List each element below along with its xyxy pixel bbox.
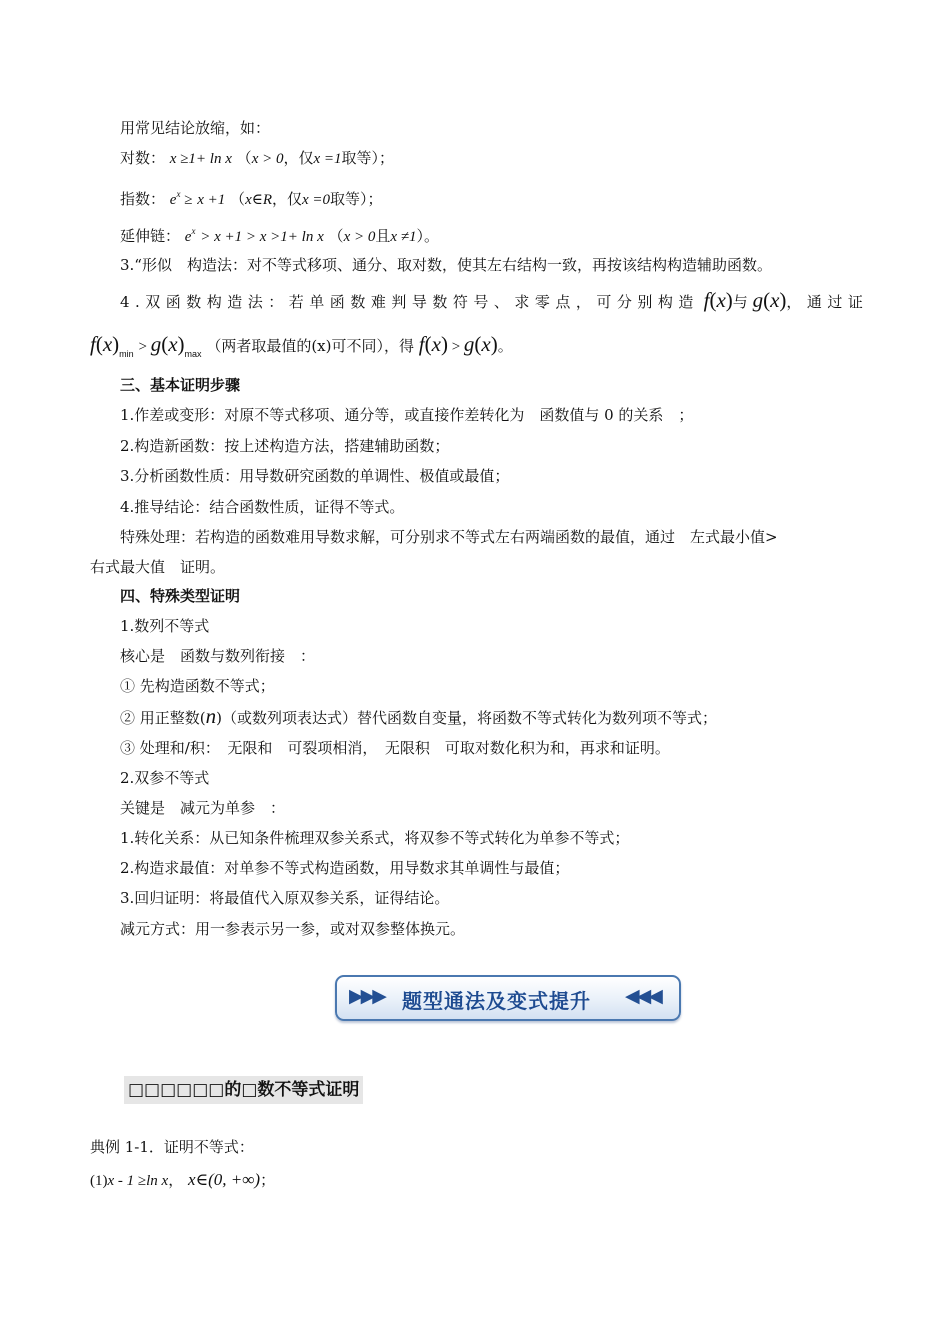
step-2: 2.构造新函数：按上述构造方法，搭建辅助函数；: [120, 437, 450, 455]
log-inequality: 对数： x ≥1+ ln x （x > 0，仅x =1取等）；: [120, 149, 395, 167]
extension-chain: 延伸链： $e^x > x +1 > x >1+ \ln x$ （x > 0且x ≠1）。: [120, 226, 440, 245]
example-label: 典例 1-1．证明不等式：: [90, 1138, 254, 1156]
section-3-heading: 三、基本证明步骤: [120, 376, 241, 394]
sequence-item-1: ① 先构造函数不等式；: [120, 677, 275, 695]
method-4-line2: $f(x)_{min} > g(x)_{max}$ （两者取最值的(x)可不同），得 f(x) > g(x)。: [90, 332, 513, 359]
step-1: 1.作差或变形：对原不等式移项、通分等，或直接作差转化为 函数值与 0 的关系 ；: [120, 406, 694, 424]
method-3: 3.“形似 构造法：对不等式移项、通分、取对数，使其左右结构一致，再按该结构构造辅助函数。: [120, 256, 772, 274]
sequence-core: 核心是 函数与数列衔接 ：: [120, 647, 316, 665]
left-arrows-icon: ◀◀◀: [625, 985, 660, 1007]
intro-text: 用常见结论放缩，如：: [120, 119, 271, 137]
section-title: □□□□□□的□数不等式证明: [124, 1076, 363, 1104]
reduction-method: 减元方式：用一参表示另一参，或对双参整体换元。: [120, 920, 466, 938]
example-part-1: (1)x - 1 ≥ln x， x∈(0, +∞)；: [90, 1170, 276, 1189]
exp-inequality: 指数： $e^x \ge x +1$ （x∈R，仅x =0取等）；: [120, 189, 383, 208]
special-handling-line2: 右式最大值 证明。: [90, 558, 226, 576]
two-param-title: 2.双参不等式: [120, 769, 210, 787]
two-param-key: 关键是 减元为单参 ：: [120, 799, 286, 817]
step-4: 4.推导结论：结合函数性质，证得不等式。: [120, 498, 405, 516]
two-param-step-3: 3.回归证明：将最值代入原双参关系，证得结论。: [120, 889, 450, 907]
two-param-step-1: 1.转化关系：从已知条件梳理双参关系式，将双参不等式转化为单参不等式；: [120, 829, 630, 847]
sequence-item-3: ③ 处理和/积： 无限和 可裂项相消， 无限积 可取对数化积为和，再求和证明。: [120, 739, 670, 757]
sequence-title: 1.数列不等式: [120, 617, 210, 635]
section-4-heading: 四、特殊类型证明: [120, 587, 241, 605]
right-arrows-icon: ▶▶▶: [349, 985, 384, 1007]
step-3: 3.分析函数性质：用导数研究函数的单调性、极值或最值；: [120, 467, 510, 485]
sequence-item-2: ② 用正整数(n)（或数列项表达式）替代函数自变量，将函数不等式转化为数列项不等式；: [120, 704, 717, 728]
banner-title: 题型通法及变式提升: [402, 989, 591, 1013]
special-handling-line1: 特殊处理：若构造的函数难用导数求解，可分别求不等式左右两端函数的最值，通过 左式最小值>: [120, 528, 778, 546]
two-param-step-2: 2.构造求最值：对单参不等式构造函数，用导数求其单调性与最值；: [120, 859, 570, 877]
section-banner: [335, 975, 681, 1021]
method-4-line1: 4.双函数构造法：若单函数难判导数符号、求零点，可分别构造 f(x)与 g(x)，通过证: [120, 288, 869, 312]
